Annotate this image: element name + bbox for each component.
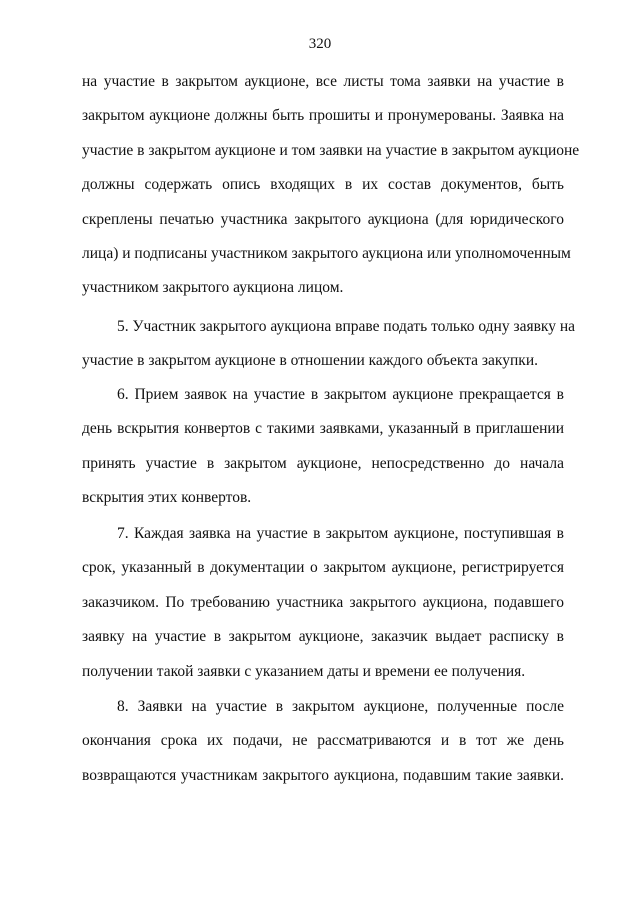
text-line: лица) и подписаны участником закрытого аукциона или уполномоченным: [82, 245, 571, 263]
paragraph-continuation: [82, 65, 580, 306]
text-line: закрытом аукционе должны быть прошиты и пронумерованы. Заявка на: [82, 107, 564, 125]
text-line: 6. Прием заявок на участие в закрытом аукционе прекращается в: [117, 386, 564, 403]
text-line: участие в закрытом аукционе в отношении каждого объекта закупки.: [82, 352, 538, 370]
paragraph-6: [82, 378, 564, 516]
text-line: на участие в закрытом аукционе, все листы тома заявки на участие в: [82, 73, 564, 90]
paragraph-7: [82, 517, 564, 689]
text-line: возвращаются участникам закрытого аукциона, подавшим такие заявки.: [82, 766, 564, 784]
text-line: участником закрытого аукциона лицом.: [82, 279, 344, 297]
text-line: скреплены печатью участника закрытого аукциона (для юридического: [82, 210, 564, 228]
text-line: 8. Заявки на участие в закрытом аукционе, полученные после: [117, 698, 564, 715]
text-line: участие в закрытом аукционе и том заявки на участие в закрытом аукционе: [82, 141, 580, 159]
text-line: должны содержать опись входящих в их состав документов, быть: [82, 176, 564, 194]
paragraph-8: [82, 690, 564, 793]
paragraph-5: [82, 310, 576, 379]
text-line: срок, указанный в документации о закрытом аукционе, регистрируется: [82, 559, 564, 577]
text-line: заказчиком. По требованию участника закрытого аукциона, подавшего: [82, 593, 564, 611]
text-line: 7. Каждая заявка на участие в закрытом аукционе, поступившая в: [117, 525, 564, 542]
text-line: принять участие в закрытом аукционе, непосредственно до начала: [82, 454, 564, 472]
text-line: заявку на участие в закрытом аукционе, заказчик выдает расписку в: [82, 628, 564, 646]
text-line: день вскрытия конвертов с такими заявками, указанный в приглашении: [82, 420, 564, 438]
text-line: получении такой заявки с указанием даты и времени ее получения.: [82, 662, 526, 680]
text-line: 5. Участник закрытого аукциона вправе подать только одну заявку на: [117, 318, 576, 335]
page-number: 320: [308, 36, 332, 52]
text-line: вскрытия этих конвертов.: [82, 489, 252, 507]
text-line: окончания срока их подачи, не рассматриваются и в тот же день: [82, 732, 564, 750]
